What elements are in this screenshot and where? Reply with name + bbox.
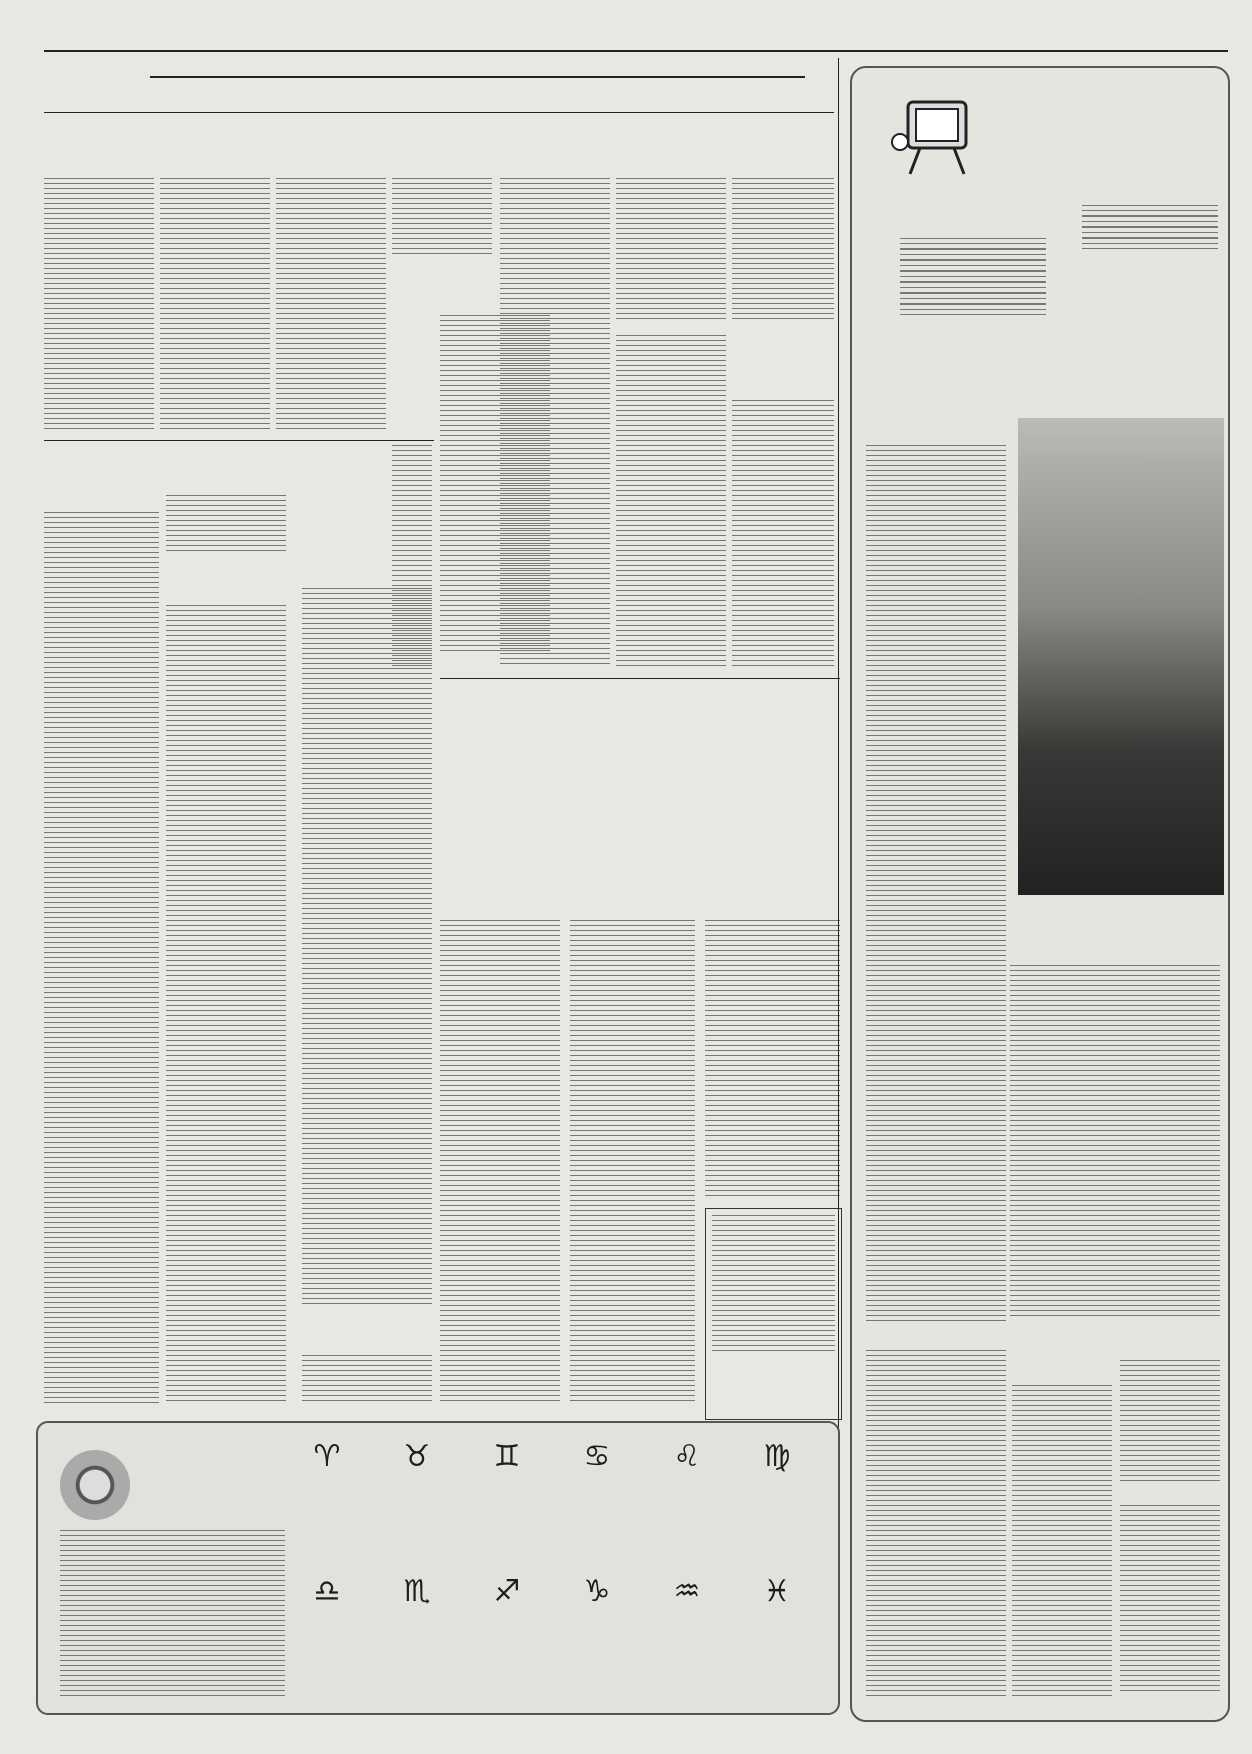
schedule-detail (1082, 216, 1218, 227)
title-rule-bottom (44, 112, 834, 113)
article-column (570, 920, 695, 1405)
article-column (166, 605, 286, 1405)
scorpio-icon: ♏ (403, 1574, 431, 1609)
aquarius-icon: ♒ (673, 1574, 701, 1609)
radio-column (1120, 1505, 1220, 1695)
article-column (440, 315, 550, 655)
schedule-detail (900, 260, 1046, 271)
oggi-column (866, 445, 1006, 1325)
schedule-detail (1082, 238, 1218, 249)
column-rule (838, 58, 839, 1428)
rule (44, 440, 434, 441)
ieri-column (866, 1350, 1006, 1700)
aries-icon: ♈ (313, 1439, 341, 1474)
article-column (732, 178, 834, 323)
article-column (616, 335, 726, 668)
capricorn-icon: ♑ (583, 1574, 611, 1609)
radio-column (1012, 1385, 1112, 1700)
virgo-icon: ♍ (763, 1439, 791, 1474)
sagittarius-icon: ♐ (493, 1574, 521, 1609)
schedule-detail (900, 271, 1046, 282)
schedule-detail (1082, 205, 1218, 216)
leo-icon: ♌ (673, 1439, 701, 1474)
libra-icon: ♎ (313, 1574, 341, 1609)
schedule-detail (900, 304, 1046, 315)
credits-text (712, 1215, 835, 1355)
rule (440, 678, 840, 679)
pisces-icon: ♓ (763, 1574, 791, 1609)
radio-column (1120, 1360, 1220, 1485)
television-icon (890, 92, 990, 182)
article-column (160, 178, 270, 433)
article-column (302, 588, 432, 1308)
schedule-detail (900, 282, 1046, 293)
article-column (392, 178, 492, 258)
title-rule-top (150, 76, 805, 78)
article-column (616, 178, 726, 323)
article-column (302, 1355, 432, 1403)
article-column (705, 920, 840, 1200)
schedule-detail (900, 249, 1046, 260)
primo-schedule (866, 238, 1046, 315)
gemini-icon: ♊ (493, 1439, 521, 1474)
sun-icon (60, 1450, 130, 1520)
taurus-icon: ♉ (403, 1439, 431, 1474)
cancer-icon: ♋ (583, 1439, 611, 1474)
actors-photo (1018, 418, 1224, 895)
babuineide-column (1010, 965, 1220, 1320)
article-column (440, 920, 560, 1405)
horoscope-text (60, 1530, 285, 1700)
article-column (166, 495, 286, 555)
article-column (732, 400, 834, 668)
schedule-detail (900, 238, 1046, 249)
top-rule (44, 50, 1228, 52)
article-column (44, 512, 159, 1407)
tv-radio-logo (995, 88, 1225, 190)
credits-box (705, 1208, 842, 1420)
article-column (276, 178, 386, 433)
schedule-detail (1082, 227, 1218, 238)
article-column (44, 178, 154, 433)
primo-schedule-continued (1048, 205, 1218, 249)
schedule-detail (900, 293, 1046, 304)
